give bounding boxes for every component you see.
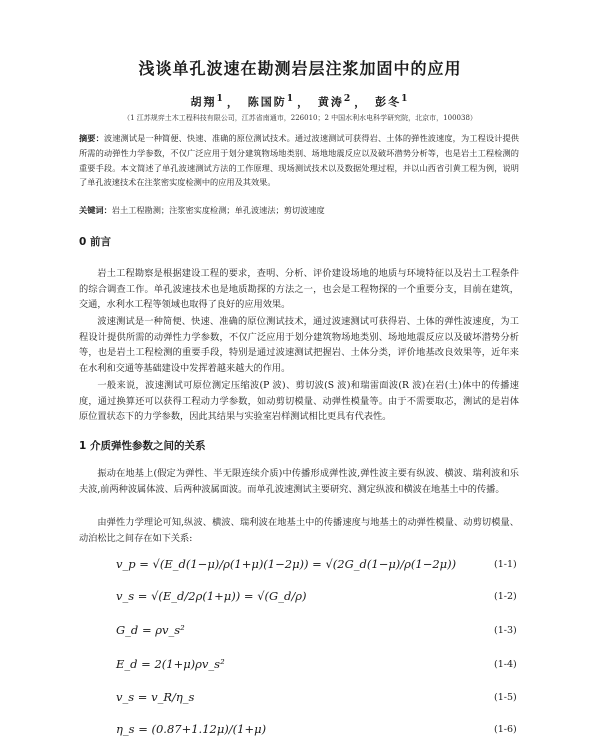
author-separator: ， [354,95,368,109]
author-list [0,93,600,110]
paper-title: 浅谈单孔波速在勘测岩层注浆加固中的应用 [138,59,462,78]
abstract-label: 摘要： [79,133,104,143]
keywords-text: 岩土工程勘测；注浆密实度检测；单孔波速法；剪切波速度 [111,205,325,215]
body-paragraph: 振动在地基上(假定为弹性、半无限连续介质)中传播形成弹性波,弹性波主要有纵波、横波、瑞利波和乐夫波,前两种波属体波、后两种波属面波。而单孔波速测试主要研究、测定纵波和横波在地基土中的传播。 [79,468,519,495]
author-affil-mark: 1 [401,93,410,104]
author-name: 黄涛 [317,95,344,109]
equation: v_s = v_R/η_s [116,690,195,704]
abstract [79,131,519,190]
keywords [79,205,519,216]
equation: v_p = √(E_d(1−μ)/ρ(1+μ)(1−2μ)) = √(2G_d(1−μ)/ρ(1−2μ)) [116,557,457,571]
equation-number: (1-1) [494,559,517,570]
equation-number: (1-4) [494,659,517,670]
body-paragraph: 一般来说，波速测试可原位测定压缩波(P 波)、剪切波(S 波)和瑞雷面波(R 波)在岩(土)体中的传播速度，通过换算还可以获得工程动力学参数，如动剪切模量、动弹性模量等。由于不需要取芯，测试的是岩体原位置状态下的力学参数，因此其结果与实验室岩样测试相比更具有代表性。 [79,380,519,423]
equation-row [0,589,600,611]
body-paragraph: 岩土工程勘察是根据建设工程的要求，查明、分析、评价建设场地的地质与环境特征以及岩土工程条件的综合调查工作。单孔波速技术也是地质勘探的方法之一，也会是工程物探的一个重要分支，目前在建筑，交通，水利水工程等领域也取得了良好的应用效果。 [79,268,519,311]
keywords-label: 关键词： [79,205,112,215]
body-paragraph: 波速测试是一种简便、快速、准确的原位测试技术，通过波速测试可获得岩、土体的弹性波速度，为工程设计提供所需的动弹性力学参数，不仅广泛应用于划分建筑物场地类别、场地地震反应以及破坏潜势分析等，也是岩土工程检测的重要手段，特别是通过波速测试把握岩、土体分类，评价地基改良效果等，近年来在水利和交通等基础建设中发挥着越来越大的作用。 [79,316,519,375]
equation-number: (1-2) [494,591,517,602]
equation-number: (1-6) [494,724,517,735]
author-name: 陈国防 [247,95,287,109]
author-name: 彭冬 [375,95,402,109]
equation-row [0,722,600,744]
equation-row [0,690,600,712]
equation-number: (1-3) [494,625,517,636]
equation-row [0,623,600,645]
author-affil-mark: 2 [343,93,353,104]
author-name: 胡翔 [190,95,217,109]
equation: E_d = 2(1+μ)ρv_s² [116,657,225,671]
author-separator: ， [297,95,311,109]
body-paragraph: 由弹性力学理论可知,纵波、横波、瑞利波在地基土中的传播速度与地基土的动弹性模量、动剪切模量、动泊松比之间存在如下关系: [79,517,519,544]
author-affil-mark: 1 [286,93,296,104]
section-heading-intro: 0 前言 [79,236,111,248]
section-heading-elastic-params: 1 介质弹性参数之间的关系 [79,440,206,452]
equation-number: (1-5) [494,692,517,703]
abstract-text: 波速测试是一种简便、快速、准确的原位测试技术。通过波速测试可获得岩、土体的弹性波速度，为工程设计提供所需的动弹性力学参数，不仅广泛应用于划分建筑物场地类别、场地地震反应以及破坏潜势分析等，也是岩土工程检测的重要手段。本文简述了单孔波速测试方法的工作原理、现场测试技术以及数据处理过程，并以山西省引黄工程为例，说明了单孔波速技术在注浆密实度检测中的应用及其效果。 [79,133,519,188]
equation-row [0,657,600,679]
equation: η_s = (0.87+1.12μ)/(1+μ) [116,722,267,736]
author-separator: ， [226,95,240,109]
equation: v_s = √(E_d/2ρ(1+μ)) = √(G_d/ρ) [116,589,307,603]
equation: G_d = ρv_s² [116,623,185,637]
affiliation: （1 江苏规弈土木工程科技有限公司，江苏省南通市，226010；2 中国水利水电科学研究院，北京市，100038） [123,114,477,122]
equation-row [0,557,600,579]
author-affil-mark: 1 [216,93,225,104]
